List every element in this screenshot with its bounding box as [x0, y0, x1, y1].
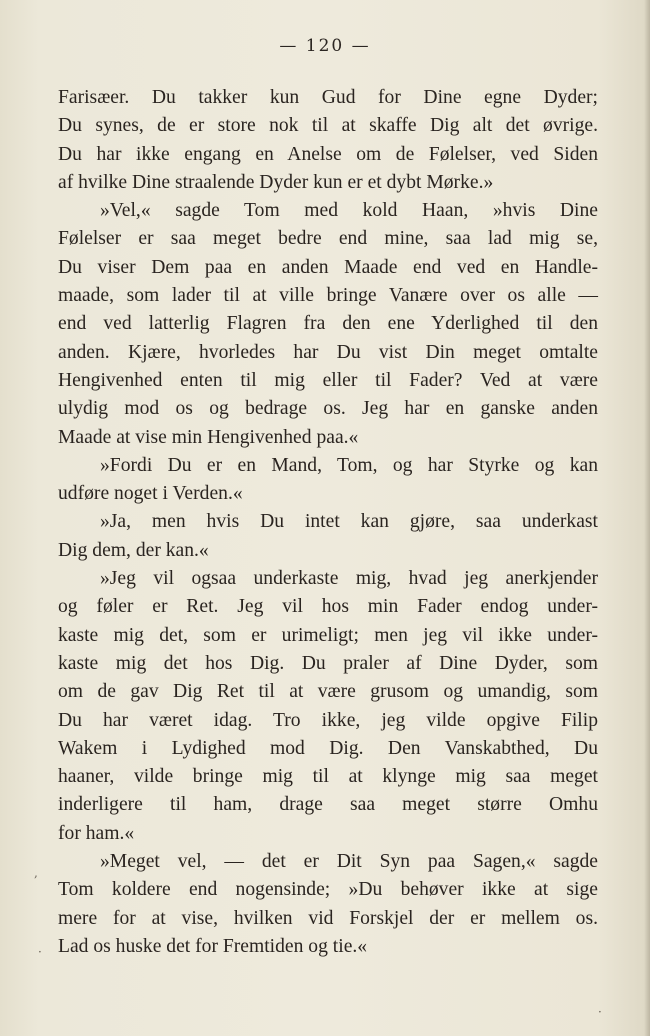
page-speck: ,	[34, 866, 38, 880]
text-line: »Meget vel, — det er Dit Syn paa Sagen,« sagde	[100, 851, 598, 873]
text-line: end ved latterlig Flagren fra den ene Yderlighed til den	[58, 313, 598, 335]
text-line: udføre noget i Verden.«	[58, 483, 243, 505]
text-line: »Vel,« sagde Tom med kold Haan, »hvis Dine	[100, 200, 598, 222]
text-line: kaste mig det hos Dig. Du praler af Dine Dyder, som	[58, 652, 598, 674]
text-line: Du synes, de er store nok til at skaffe Dig alt det øvrige.	[58, 115, 598, 137]
text-line: kaste mig det, som er urimeligt; men jeg vil ikke under-	[58, 624, 598, 646]
text-line: Du viser Dem paa en anden Maade end ved en Handle-	[58, 256, 598, 278]
text-line: Hengivenhed enten til mig eller til Fader? Ved at være	[58, 369, 598, 391]
text-line: om de gav Dig Ret til at være grusom og umandig, som	[58, 681, 598, 703]
text-line: »Fordi Du er en Mand, Tom, og har Styrke og kan	[100, 454, 598, 476]
text-line: og føler er Ret. Jeg vil hos min Fader endog under-	[58, 596, 598, 618]
text-line: Følelser er saa meget bedre end mine, saa lad mig se,	[58, 228, 598, 250]
text-line: »Ja, men hvis Du intet kan gjøre, saa underkast	[100, 511, 598, 533]
text-line: Du har været idag. Tro ikke, jeg vilde opgive Filip	[58, 709, 598, 731]
text-line: Dig dem, der kan.«	[58, 539, 209, 561]
page-speck: ·	[38, 945, 42, 959]
text-line: anden. Kjære, hvorledes har Du vist Din meget omtalte	[58, 341, 598, 363]
text-line: haaner, vilde bringe mig til at klynge mig saa meget	[58, 766, 598, 788]
text-line: for ham.«	[58, 822, 135, 844]
text-line: Tom koldere end nogensinde; »Du behøver ikke at sige	[58, 879, 598, 901]
page-edge-shadow	[644, 0, 650, 1036]
text-line: inderligere til ham, drage saa meget større Omhu	[58, 794, 598, 816]
text-line: Farisæer. Du takker kun Gud for Dine egne Dyder;	[58, 87, 598, 108]
text-line: ulydig mod os og bedrage os. Jeg har en ganske anden	[58, 398, 598, 420]
body-text	[58, 84, 598, 961]
page-speck: ·	[598, 1005, 602, 1019]
text-line: maade, som lader til at ville bringe Vanære over os alle —	[58, 285, 598, 307]
page-number: — 120 —	[279, 36, 371, 56]
text-line: Du har ikke engang en Anelse om de Følelser, ved Siden	[58, 143, 598, 165]
text-line: Lad os huske det for Fremtiden og tie.«	[58, 935, 368, 957]
text-line: Wakem i Lydighed mod Dig. Den Vanskabthed, Du	[58, 737, 598, 759]
text-line: af hvilke Dine straalende Dyder kun er et dybt Mørke.»	[58, 171, 494, 193]
text-line: mere for at vise, hvilken vid Forskjel der er mellem os.	[58, 907, 598, 929]
text-line: »Jeg vil ogsaa underkaste mig, hvad jeg anerkjender	[100, 568, 598, 590]
text-line: Maade at vise min Hengivenhed paa.«	[58, 426, 359, 448]
